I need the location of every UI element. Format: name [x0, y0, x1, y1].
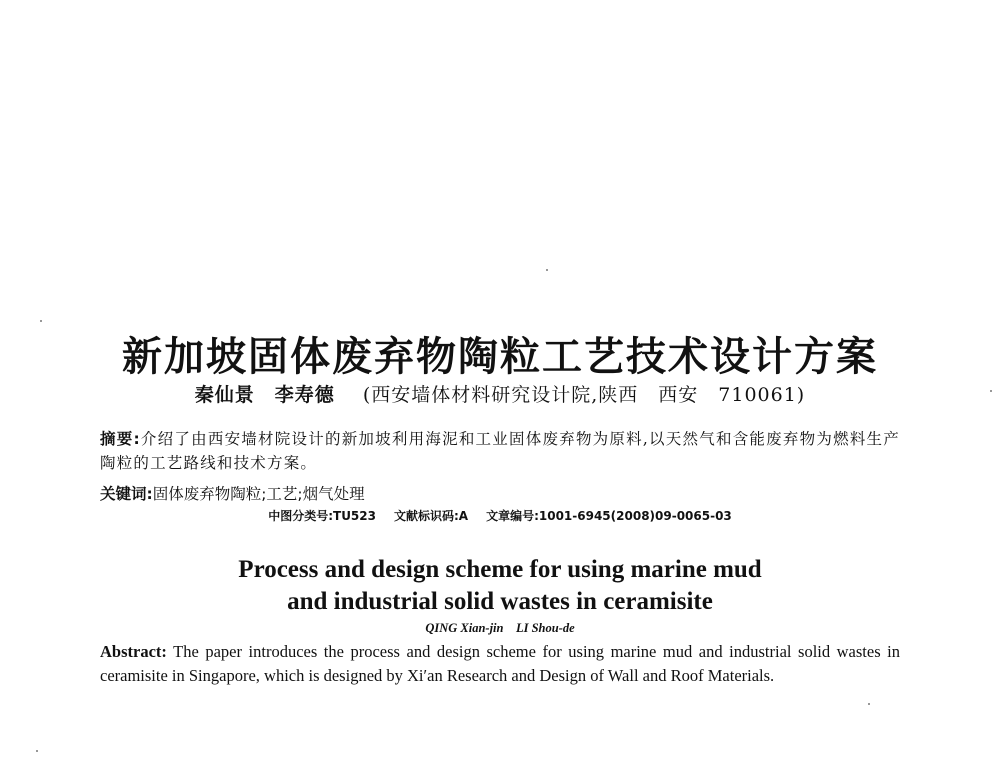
chinese-abstract-label: 摘要:	[100, 430, 141, 448]
english-title	[0, 554, 1000, 618]
english-title-line-1: Process and design scheme for using marine mud	[238, 556, 762, 583]
clc-number: 中图分类号:TU523	[268, 509, 376, 523]
english-title-line-2: and industrial solid wastes in ceramisite	[287, 588, 713, 615]
classification-line	[0, 507, 1000, 525]
document-code: 文献标识码:A	[393, 509, 469, 523]
chinese-affiliation: (西安墙体材料研究设计院,陕西 西安 710061)	[362, 384, 806, 406]
english-abstract-label: Abstract:	[100, 642, 167, 661]
chinese-keywords	[100, 483, 365, 505]
chinese-abstract-text: 介绍了由西安墙材院设计的新加坡利用海泥和工业固体废弃物为原料,以天然气和含能废弃物为燃料生产陶粒的工艺路线和技术方案。	[100, 430, 900, 472]
english-authors: QING Xian-jin LI Shou-de	[425, 621, 575, 635]
scan-speck	[868, 703, 870, 705]
author-line	[0, 383, 1000, 407]
english-abstract-text: The paper introduces the process and design scheme for using marine mud and industrial solid wastes in ceramisite in Singapore, which is designed by Xi′an Research and Design of Wall and Roof Materials.	[100, 642, 901, 685]
scan-speck	[40, 320, 42, 322]
chinese-keywords-text: 固体废弃物陶粒;工艺;烟气处理	[152, 485, 365, 503]
chinese-abstract	[100, 427, 900, 475]
scan-speck	[990, 390, 992, 392]
chinese-keywords-label: 关键词:	[100, 485, 153, 503]
english-abstract	[100, 640, 900, 688]
chinese-title: 新加坡固体废弃物陶粒工艺技术设计方案	[122, 332, 878, 380]
scan-speck	[36, 750, 38, 752]
scan-speck	[546, 269, 548, 271]
chinese-authors: 秦仙景 李寿德	[194, 384, 335, 406]
article-number: 文章编号:1001-6945(2008)09-0065-03	[486, 509, 732, 523]
